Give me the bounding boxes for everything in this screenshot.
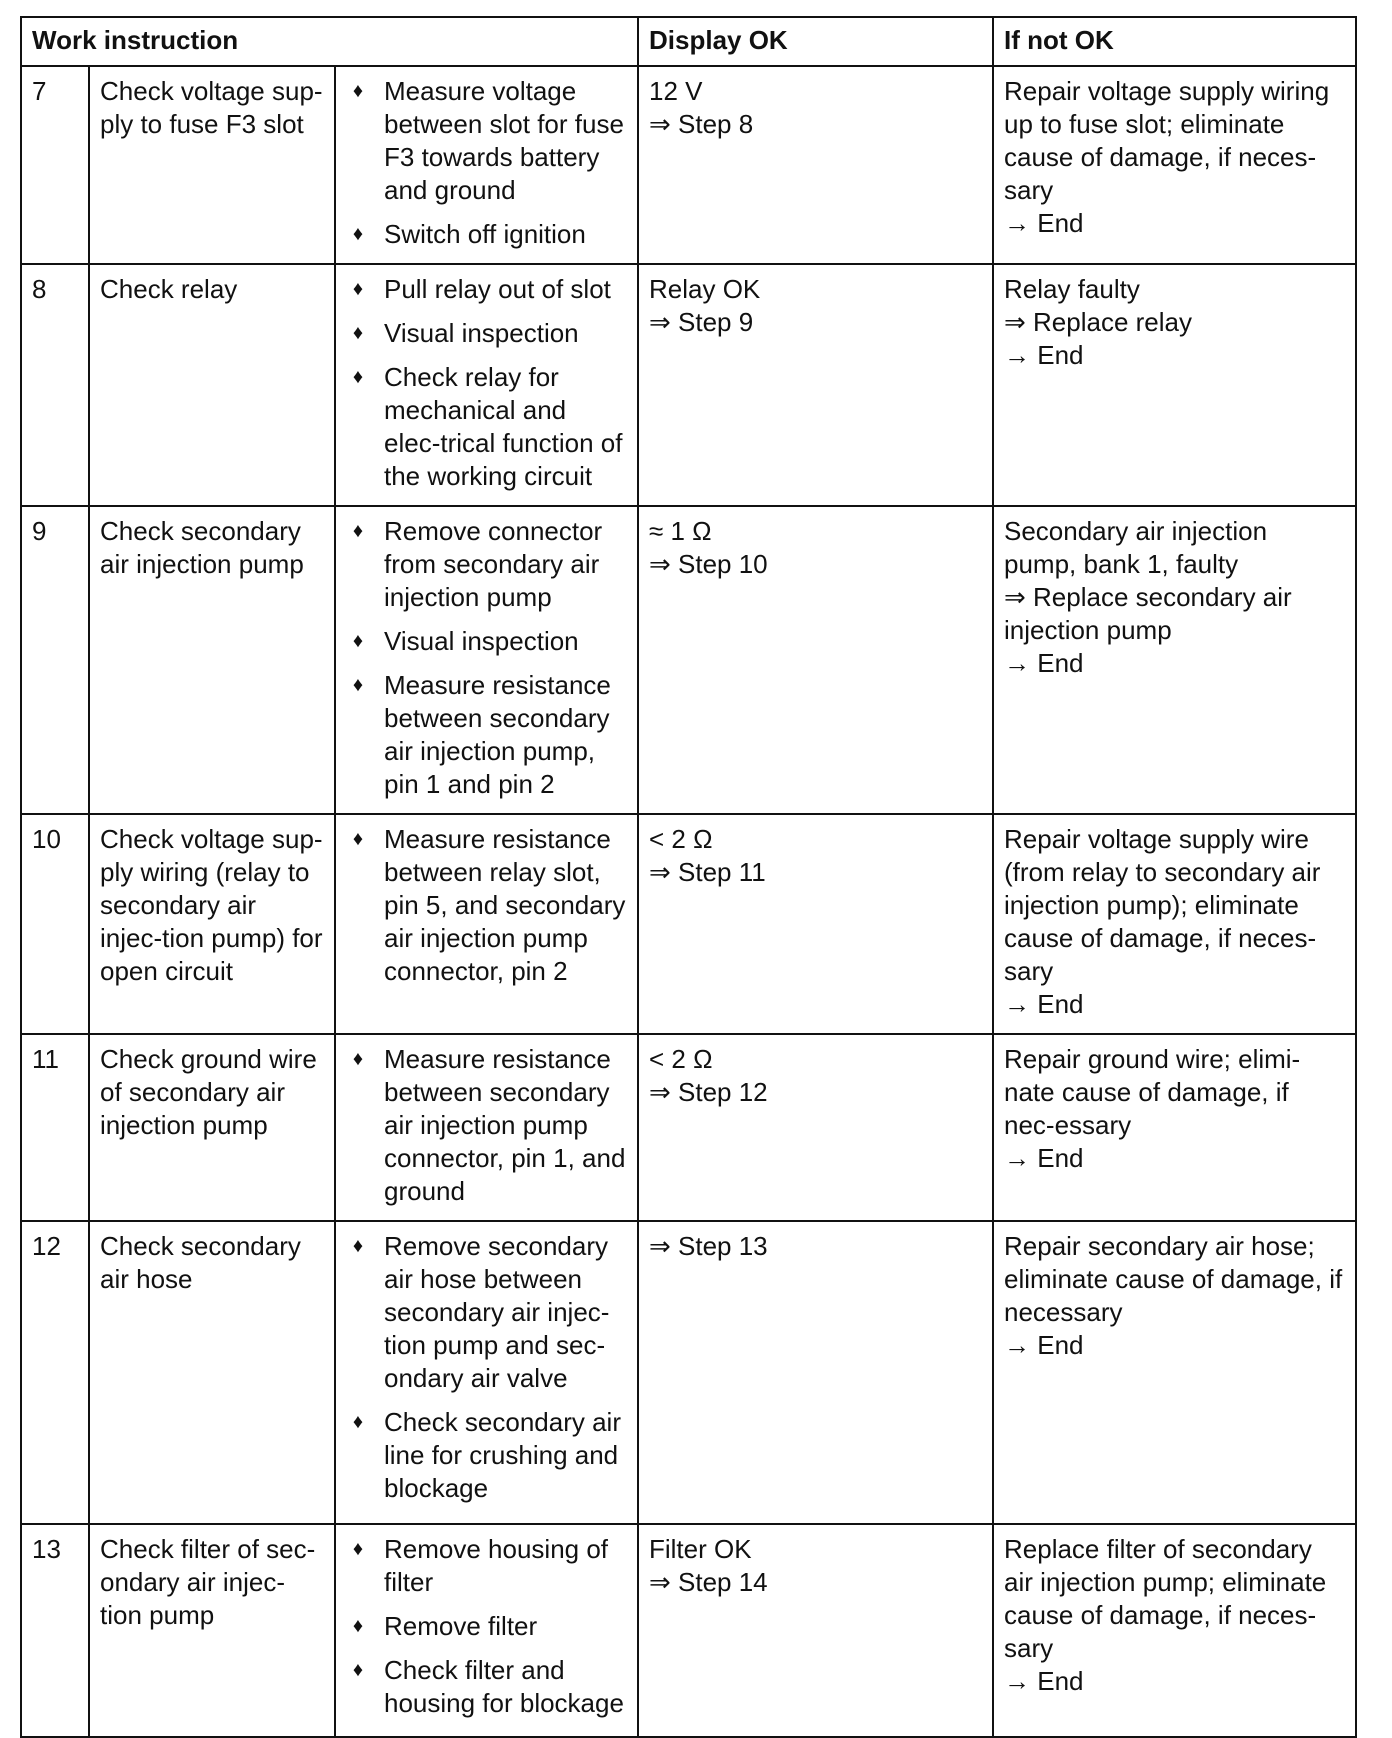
instruction-text: Check voltage sup-ply to fuse F3 slot: [89, 66, 335, 264]
step-number: 11: [21, 1034, 89, 1221]
action-item: ♦ Visual inspection: [346, 317, 627, 350]
work-instruction-table: [20, 16, 1357, 1738]
step-number: 8: [21, 264, 89, 506]
table-row: [21, 1221, 1356, 1524]
table-row: [21, 264, 1356, 506]
action-item: ♦ Remove housing of filter: [346, 1533, 627, 1599]
action-item: ♦ Pull relay out of slot: [346, 273, 627, 306]
header-if-not-ok: If not OK: [993, 17, 1356, 66]
diamond-bullet-icon: ♦: [352, 674, 364, 696]
display-ok-line: < 2 Ω: [649, 824, 713, 854]
action-item: ♦ Measure resistance between relay slot, pin 5, and secondary air injection pump connector, pin 2: [346, 823, 627, 988]
if-not-ok-line: Repair secondary air hose; eliminate cause of damage, if necessary: [1004, 1231, 1343, 1327]
action-item: ♦ Measure resistance between secondary air injection pump, pin 1 and pin 2: [346, 669, 627, 801]
diamond-bullet-icon: ♦: [352, 630, 364, 652]
actions-cell: [335, 1524, 638, 1737]
step-number: 10: [21, 814, 89, 1034]
if-not-ok-line: → End: [1004, 208, 1084, 238]
step-number: 12: [21, 1221, 89, 1524]
action-item: ♦ Measure resistance between secondary air injection pump connector, pin 1, and ground: [346, 1043, 627, 1208]
if-not-ok-cell: [993, 506, 1356, 814]
action-item: ♦ Check filter and housing for blockage: [346, 1654, 627, 1720]
diamond-bullet-icon: ♦: [352, 1538, 364, 1560]
diamond-bullet-icon: ♦: [352, 278, 364, 300]
instruction-text: Check voltage sup-ply wiring (relay to secondary air injec-tion pump) for open circuit: [89, 814, 335, 1034]
if-not-ok-line: → End: [1004, 340, 1084, 370]
action-item: ♦ Check relay for mechanical and elec-trical function of the working circuit: [346, 361, 627, 493]
diamond-bullet-icon: ♦: [352, 828, 364, 850]
if-not-ok-line: → End: [1004, 648, 1084, 678]
actions-cell: [335, 506, 638, 814]
if-not-ok-cell: [993, 66, 1356, 264]
diamond-bullet-icon: ♦: [352, 520, 364, 542]
if-not-ok-cell: [993, 814, 1356, 1034]
diamond-bullet-icon: ♦: [352, 223, 364, 245]
if-not-ok-cell: [993, 1221, 1356, 1524]
table-row: [21, 506, 1356, 814]
if-not-ok-line: → End: [1004, 1330, 1084, 1360]
if-not-ok-line: Repair voltage supply wiring up to fuse slot; eliminate cause of damage, if neces-sary: [1004, 76, 1330, 205]
step-number: 7: [21, 66, 89, 264]
diamond-bullet-icon: ♦: [352, 80, 364, 102]
display-ok-line: ⇒ Step 9: [649, 307, 754, 337]
if-not-ok-cell: [993, 1524, 1356, 1737]
instruction-text: Check ground wire of secondary air injection pump: [89, 1034, 335, 1221]
display-ok-line: Filter OK: [649, 1534, 752, 1564]
display-ok-cell: [638, 66, 993, 264]
if-not-ok-line: Relay faulty: [1004, 274, 1140, 304]
diamond-bullet-icon: ♦: [352, 1659, 364, 1681]
table-row: [21, 1524, 1356, 1737]
if-not-ok-line: Repair ground wire; elimi-nate cause of damage, if nec-essary: [1004, 1044, 1301, 1140]
instruction-text: Check secondary air hose: [89, 1221, 335, 1524]
table-row: [21, 1034, 1356, 1221]
table-header-row: [21, 17, 1356, 66]
diamond-bullet-icon: ♦: [352, 366, 364, 388]
display-ok-cell: [638, 264, 993, 506]
diamond-bullet-icon: ♦: [352, 1615, 364, 1637]
display-ok-line: < 2 Ω: [649, 1044, 713, 1074]
action-item: ♦ Remove filter: [346, 1610, 627, 1643]
action-item: ♦ Remove connector from secondary air injection pump: [346, 515, 627, 614]
if-not-ok-cell: [993, 264, 1356, 506]
diamond-bullet-icon: ♦: [352, 322, 364, 344]
diamond-bullet-icon: ♦: [352, 1411, 364, 1433]
actions-cell: [335, 814, 638, 1034]
step-number: 13: [21, 1524, 89, 1737]
display-ok-line: Relay OK: [649, 274, 761, 304]
table-row: [21, 814, 1356, 1034]
actions-cell: [335, 264, 638, 506]
if-not-ok-cell: [993, 1034, 1356, 1221]
if-not-ok-line: ⇒ Replace secondary air injection pump: [1004, 582, 1292, 645]
display-ok-line: ⇒ Step 12: [649, 1077, 768, 1107]
actions-cell: [335, 1221, 638, 1524]
display-ok-cell: [638, 1034, 993, 1221]
if-not-ok-line: Repair voltage supply wire (from relay to secondary air injection pump); eliminate cause of damage, if neces-sary: [1004, 824, 1321, 986]
diamond-bullet-icon: ♦: [352, 1235, 364, 1257]
display-ok-cell: [638, 1221, 993, 1524]
action-item: ♦ Measure voltage between slot for fuse F3 towards battery and ground: [346, 75, 627, 207]
table-row: [21, 66, 1356, 264]
display-ok-cell: [638, 814, 993, 1034]
action-item: ♦ Remove secondary air hose between secondary air injec-tion pump and sec-ondary air valve: [346, 1230, 627, 1395]
header-work-instruction: Work instruction: [21, 17, 638, 66]
action-item: ♦ Visual inspection: [346, 625, 627, 658]
if-not-ok-line: Secondary air injection pump, bank 1, faulty: [1004, 516, 1268, 579]
instruction-text: Check filter of sec-ondary air injec-tion pump: [89, 1524, 335, 1737]
display-ok-line: ⇒ Step 13: [649, 1231, 768, 1261]
display-ok-cell: [638, 506, 993, 814]
display-ok-cell: [638, 1524, 993, 1737]
display-ok-line: ⇒ Step 14: [649, 1567, 768, 1597]
diamond-bullet-icon: ♦: [352, 1048, 364, 1070]
if-not-ok-line: → End: [1004, 1666, 1084, 1696]
if-not-ok-line: Replace filter of secondary air injection pump; eliminate cause of damage, if neces-sary: [1004, 1534, 1327, 1663]
action-item: ♦ Switch off ignition: [346, 218, 627, 251]
display-ok-line: ⇒ Step 10: [649, 549, 768, 579]
if-not-ok-line: → End: [1004, 989, 1084, 1019]
if-not-ok-line: → End: [1004, 1143, 1084, 1173]
work-instruction-page: [20, 16, 1355, 1738]
action-item: ♦ Check secondary air line for crushing and blockage: [346, 1406, 627, 1505]
instruction-text: Check secondary air injection pump: [89, 506, 335, 814]
display-ok-line: ≈ 1 Ω: [649, 516, 712, 546]
header-display-ok: Display OK: [638, 17, 993, 66]
display-ok-line: ⇒ Step 11: [649, 857, 766, 887]
display-ok-line: ⇒ Step 8: [649, 109, 754, 139]
step-number: 9: [21, 506, 89, 814]
instruction-text: Check relay: [89, 264, 335, 506]
actions-cell: [335, 1034, 638, 1221]
actions-cell: [335, 66, 638, 264]
display-ok-line: 12 V: [649, 76, 703, 106]
if-not-ok-line: ⇒ Replace relay: [1004, 307, 1192, 337]
